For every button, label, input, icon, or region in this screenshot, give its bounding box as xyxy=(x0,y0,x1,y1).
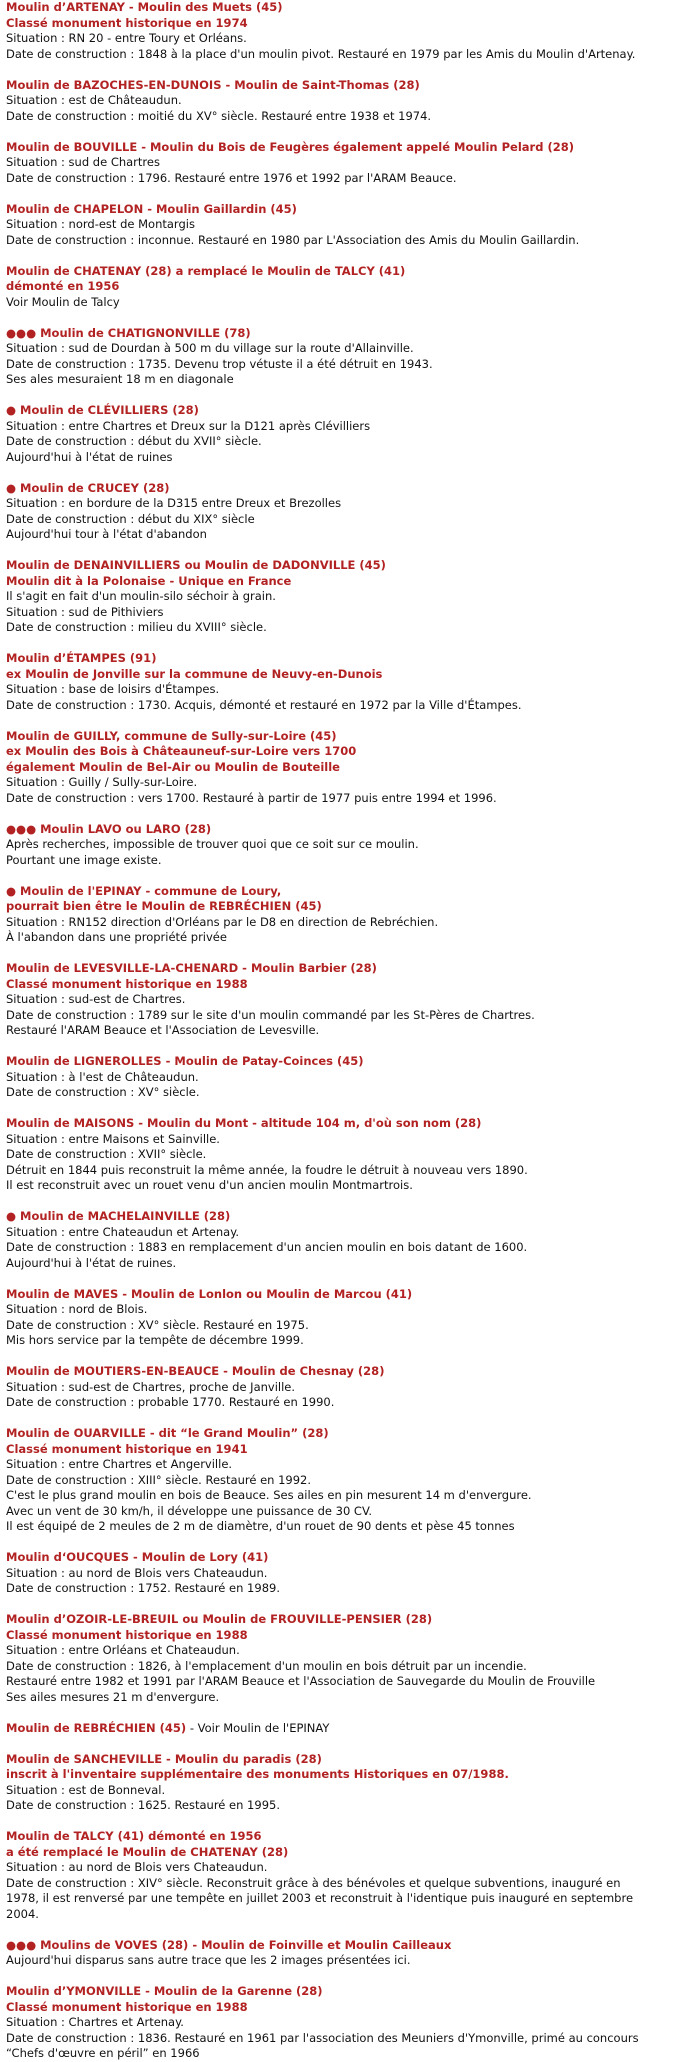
mill-info-line: Situation : entre Chartres et Dreux sur la D121 après Clévilliers xyxy=(6,418,371,433)
mill-info-line: Date de construction : 1789 sur le site d'un moulin commandé par les St-Pères de Chartres. xyxy=(6,1007,535,1022)
mill-title-text: Moulin de MOUTIERS-EN-BEAUCE - Moulin de Chesnay (28) xyxy=(6,1364,385,1378)
mill-entry xyxy=(6,558,677,636)
mill-title xyxy=(6,1209,677,1225)
mill-title-text: Moulin de CHAPELON - Moulin Gaillardin (45) xyxy=(6,201,297,216)
mill-info-line: Situation : base de loisirs d'Étampes. xyxy=(6,682,220,696)
mill-info-line: Date de construction : inconnue. Restauré en 1980 par L'Association des Amis du Moulin Gaillardin. xyxy=(6,232,580,247)
mill-title xyxy=(6,744,677,760)
mill-info-line: Date de construction : XV° siècle. Restauré en 1975. xyxy=(6,1317,309,1332)
mill-info-line: Aujourd'hui à l'état de ruines xyxy=(6,449,173,464)
mill-entry xyxy=(6,1550,677,1597)
mill-info-line: Avec un vent de 30 km/h, il développe une puissance de 30 CV. xyxy=(6,1503,372,1518)
mill-info-line: Situation : est de Bonneval. xyxy=(6,1782,166,1797)
mill-title-text: Classé monument historique en 1941 xyxy=(6,1441,248,1456)
mill-info-line: 1978, il est renversé par une tempête en juillet 2003 et reconstruit à l'identique puis inauguré en septembre xyxy=(6,1891,634,1905)
mill-info-line: Date de construction : début du XIX° siècle xyxy=(6,511,255,526)
mill-title xyxy=(6,899,677,915)
mill-title xyxy=(6,2000,677,2016)
mill-entry xyxy=(6,1209,677,1271)
mill-info-line: Situation : sud-est de Chartres, proche de Janville. xyxy=(6,1379,296,1394)
mill-info-line: Situation : est de Châteaudun. xyxy=(6,93,182,107)
mill-title xyxy=(6,481,677,497)
mill-title-text: également Moulin de Bel-Air ou Moulin de Bouteille xyxy=(6,759,340,774)
mill-entry xyxy=(6,0,677,62)
mill-entry xyxy=(6,140,677,187)
mill-info-line: Date de construction : 1883 en remplacement d'un ancien moulin en bois datant de 1600. xyxy=(6,1240,528,1254)
mill-info-line: Date de construction : XV° siècle. xyxy=(6,1085,200,1099)
mill-info-line: Il s'agit en fait d'un moulin-silo séchoir à grain. xyxy=(6,589,276,603)
mill-info-line: Date de construction : 1752. Restauré en 1989. xyxy=(6,1581,280,1595)
mill-title-text: Moulin de MAISONS - Moulin du Mont - altitude 104 m, d'où son nom (28) xyxy=(6,1116,482,1130)
mill-title xyxy=(6,326,677,342)
mill-entry xyxy=(6,403,677,465)
mill-info-line: Situation : Guilly / Sully-sur-Loire. xyxy=(6,775,198,789)
mill-title-text: Classé monument historique en 1988 xyxy=(6,1627,248,1642)
mill-entry xyxy=(6,481,677,543)
mill-title-text: inscrit à l'inventaire supplémentaire des monuments Historiques en 07/1988. xyxy=(6,1767,509,1781)
mill-title-text: pourrait bien être le Moulin de REBRÉCHIEN (45) xyxy=(6,899,322,913)
mill-title xyxy=(6,667,677,683)
mill-title xyxy=(6,1984,677,2000)
mill-title-text: Moulin de TALCY (41) démonté en 1956 xyxy=(6,1829,262,1843)
mill-info-line: Situation : RN152 direction d'Orléans par le D8 en direction de Rebréchien. xyxy=(6,914,439,929)
mill-title-text: Moulin de REBRÉCHIEN (45) xyxy=(6,1720,187,1735)
mill-title-text: Moulin de DENAINVILLIERS ou Moulin de DADONVILLE (45) xyxy=(6,558,386,572)
mill-info-line: Situation : entre Chateaudun et Artenay. xyxy=(6,1224,240,1239)
mill-info-line: Date de construction : XVII° siècle. xyxy=(6,1147,207,1161)
mill-title xyxy=(6,1767,677,1783)
mill-entry xyxy=(6,1721,677,1737)
mill-info-line: Situation : entre Maisons et Sainville. xyxy=(6,1131,220,1146)
mill-entry xyxy=(6,651,677,713)
mill-title-text: Moulin de GUILLY, commune de Sully-sur-Loire (45) xyxy=(6,728,337,743)
mill-title-text: ●●● Moulin LAVO ou LARO (28) xyxy=(6,821,212,836)
mill-info-line: Situation : au nord de Blois vers Chateaudun. xyxy=(6,1565,268,1580)
mill-info-line: Aujourd'hui disparus sans autre trace que les 2 images présentées ici. xyxy=(6,1953,411,1967)
mill-info-line: Ses ales mesuraient 18 m en diagonale xyxy=(6,372,234,386)
mill-entry xyxy=(6,1116,677,1194)
mill-title-text: ●●● Moulin de CHATIGNONVILLE (78) xyxy=(6,325,251,340)
mill-info-line: Date de construction : 1796. Restauré entre 1976 et 1992 par l'ARAM Beauce. xyxy=(6,170,457,185)
mill-title-text: Moulin de CHATENAY (28) a remplacé le Moulin de TALCY (41) xyxy=(6,263,406,278)
mill-see-also-text: - Voir Moulin de l'EPINAY xyxy=(186,1720,330,1735)
mill-info-line: Situation : à l'est de Châteaudun. xyxy=(6,1069,199,1084)
mill-info-line: Date de construction : 1730. Acquis, démonté et restauré en 1972 par la Ville d'Étampes. xyxy=(6,697,522,712)
mill-entry xyxy=(6,1984,677,2062)
mill-title-text: ● Moulin de l'EPINAY - commune de Loury, xyxy=(6,883,282,898)
mill-info-line: Situation : nord de Blois. xyxy=(6,1302,148,1316)
mill-info-line: Restauré l'ARAM Beauce et l'Association de Levesville. xyxy=(6,1023,320,1037)
mill-entry xyxy=(6,1426,677,1535)
mill-title xyxy=(6,140,677,156)
mill-title xyxy=(6,1938,677,1954)
mill-info-line: Il est équipé de 2 meules de 2 m de diamètre, d'un rouet de 90 dents et pèse 45 tonnes xyxy=(6,1519,515,1533)
mill-info-line: Aujourd'hui à l'état de ruines. xyxy=(6,1255,177,1270)
mill-entry xyxy=(6,78,677,125)
mill-title xyxy=(6,1442,677,1458)
mill-title-text: ● Moulin de MACHELAINVILLE (28) xyxy=(6,1209,231,1223)
mill-entry xyxy=(6,264,677,311)
mill-title-text: Moulin dit à la Polonaise - Unique en France xyxy=(6,573,292,588)
mill-title-text: ● Moulin de CRUCEY (28) xyxy=(6,480,170,495)
mill-title-text: Moulin de MAVES - Moulin de Lonlon ou Moulin de Marcou (41) xyxy=(6,1286,413,1301)
mill-title-text: Moulin d’OZOIR-LE-BREUIL ou Moulin de FROUVILLE-PENSIER (28) xyxy=(6,1612,433,1626)
mill-info-line: À l'abandon dans une propriété privée xyxy=(6,930,227,944)
mill-title xyxy=(6,1116,677,1132)
mill-title xyxy=(6,1612,677,1628)
mill-entry xyxy=(6,1287,677,1349)
mill-info-line: Date de construction : milieu du XVIII° siècle. xyxy=(6,620,267,634)
mill-info-line: Situation : RN 20 - entre Toury et Orléans. xyxy=(6,31,247,45)
mill-title-text: ● Moulin de CLÉVILLIERS (28) xyxy=(6,403,199,417)
mill-title-text: Moulin de BAZOCHES-EN-DUNOIS - Moulin de Saint-Thomas (28) xyxy=(6,77,420,92)
mill-info-line: Date de construction : début du XVII° siècle. xyxy=(6,434,262,448)
mill-title xyxy=(6,1054,677,1070)
mill-title xyxy=(6,1426,677,1442)
mill-info-line: Situation : sud de Pithiviers xyxy=(6,604,164,619)
mill-title-text: Moulin d’YMONVILLE - Moulin de la Garenne (28) xyxy=(6,1984,323,1998)
mill-info-line: C'est le plus grand moulin en bois de Beauce. Ses ailes en pin mesurent 14 m d'envergure. xyxy=(6,1488,532,1502)
mill-title-text: Moulin de BOUVILLE - Moulin du Bois de Feugères également appelé Moulin Pelard (28) xyxy=(6,139,574,154)
mill-info-line: Détruit en 1844 puis reconstruit la même année, la foudre le détruit à nouveau vers 1890. xyxy=(6,1162,528,1177)
mill-title xyxy=(6,202,677,218)
mill-info-line: Date de construction : XIV° siècle. Reconstruit grâce à des bénévoles et quelque subventions, inauguré en xyxy=(6,1875,621,1890)
mill-entry xyxy=(6,1612,677,1705)
mill-title-text: ex Moulin des Bois à Châteauneuf-sur-Loire vers 1700 xyxy=(6,744,357,758)
mill-title xyxy=(6,574,677,590)
mill-title xyxy=(6,0,677,16)
mill-info-line: Situation : entre Chartres et Angerville. xyxy=(6,1457,233,1471)
mill-title xyxy=(6,1752,677,1768)
mill-entry xyxy=(6,202,677,249)
mill-title-text: Classé monument historique en 1988 xyxy=(6,1999,248,2014)
mill-info-line: “Chefs d'œuvre en péril” en 1966 xyxy=(6,2046,200,2060)
mill-title-text: Moulin d’ÉTAMPES (91) xyxy=(6,651,157,665)
mill-entry xyxy=(6,1938,677,1969)
mill-title-text: ex Moulin de Jonville sur la commune de Neuvy-en-Dunois xyxy=(6,666,383,681)
mill-entry xyxy=(6,1829,677,1922)
mill-title-text: ●●● Moulins de VOVES (28) - Moulin de Foinville et Moulin Cailleaux xyxy=(6,1937,452,1952)
mill-title xyxy=(6,884,677,900)
mill-info-line: Il est reconstruit avec un rouet venu d'un ancien moulin Montmartrois. xyxy=(6,1178,413,1192)
mill-title xyxy=(6,279,677,295)
mill-title xyxy=(6,1364,677,1380)
mill-info-line: Date de construction : moitié du XV° siècle. Restauré entre 1938 et 1974. xyxy=(6,108,432,123)
mill-title xyxy=(6,1845,677,1861)
mill-entry xyxy=(6,1364,677,1411)
mill-title xyxy=(6,760,677,776)
mill-title-text: Moulin de LIGNEROLLES - Moulin de Patay-Coinces (45) xyxy=(6,1054,364,1068)
mill-title xyxy=(6,822,677,838)
mill-title-text: Moulin d’ARTENAY - Moulin des Muets (45) xyxy=(6,0,283,14)
mill-entry xyxy=(6,822,677,869)
mill-info-line: Situation : au nord de Blois vers Chateaudun. xyxy=(6,1860,268,1874)
mill-info-line: Restauré entre 1982 et 1991 par l'ARAM Beauce et l'Association de Sauvegarde du Moulin de Frouville xyxy=(6,1674,596,1688)
mill-entry xyxy=(6,1752,677,1814)
mill-title xyxy=(6,651,677,667)
mill-info-line: Mis hors service par la tempête de décembre 1999. xyxy=(6,1333,304,1347)
mill-title xyxy=(6,1721,677,1737)
mill-info-line: Situation : sud de Chartres xyxy=(6,155,160,169)
mill-info-line: Date de construction : vers 1700. Restauré à partir de 1977 puis entre 1994 et 1996. xyxy=(6,790,497,805)
mill-title-text: Classé monument historique en 1988 xyxy=(6,976,248,991)
mill-info-line: Date de construction : 1848 à la place d'un moulin pivot. Restauré en 1979 par les Amis du Moulin d'Artenay. xyxy=(6,46,636,61)
mill-title-text: démonté en 1956 xyxy=(6,279,120,293)
mill-info-line: Pourtant une image existe. xyxy=(6,852,162,867)
mill-title xyxy=(6,961,677,977)
mill-title xyxy=(6,977,677,993)
mill-info-line: Date de construction : XIII° siècle. Restauré en 1992. xyxy=(6,1472,312,1487)
mill-info-line: Aujourd'hui tour à l'état d'abandon xyxy=(6,527,207,541)
mill-entry xyxy=(6,1054,677,1101)
mill-info-line: Situation : sud de Dourdan à 500 m du village sur la route d'Allainville. xyxy=(6,341,414,355)
mill-info-line: 2004. xyxy=(6,1906,39,1921)
mill-title xyxy=(6,729,677,745)
mill-entry xyxy=(6,729,677,807)
mill-title xyxy=(6,16,677,32)
mill-title xyxy=(6,403,677,419)
mill-info-line: Date de construction : 1735. Devenu trop vétuste il a été détruit en 1943. xyxy=(6,356,433,371)
mill-title xyxy=(6,78,677,94)
mill-title xyxy=(6,1628,677,1644)
mill-title-text: Classé monument historique en 1974 xyxy=(6,15,248,30)
mill-info-line: Date de construction : 1836. Restauré en 1961 par l'association des Meuniers d'Ymonville, primé au concours xyxy=(6,2030,639,2045)
mill-info-line: Situation : entre Orléans et Chateaudun. xyxy=(6,1643,240,1657)
mill-title xyxy=(6,558,677,574)
mill-title-text: Moulin de LEVESVILLE-LA-CHENARD - Moulin Barbier (28) xyxy=(6,961,377,975)
mill-entry xyxy=(6,961,677,1039)
mill-info-line: Après recherches, impossible de trouver quoi que ce soit sur ce moulin. xyxy=(6,837,419,851)
mill-title-text: Moulin de OUARVILLE - dit “le Grand Moulin” (28) xyxy=(6,1426,329,1440)
mill-info-line: Voir Moulin de Talcy xyxy=(6,294,120,309)
mill-entry xyxy=(6,884,677,946)
mill-entry xyxy=(6,326,677,388)
mill-title-text: Moulin d‘OUCQUES - Moulin de Lory (41) xyxy=(6,1550,269,1564)
mill-info-line: Date de construction : probable 1770. Restauré en 1990. xyxy=(6,1395,335,1409)
mill-info-line: Situation : sud-est de Chartres. xyxy=(6,992,186,1006)
mill-info-line: Date de construction : 1826, à l'emplacement d'un moulin en bois détruit par un incendie. xyxy=(6,1658,527,1673)
mill-title-text: a été remplacé le Moulin de CHATENAY (28) xyxy=(6,1844,289,1859)
mill-title-text: Moulin de SANCHEVILLE - Moulin du paradis (28) xyxy=(6,1751,322,1766)
mill-info-line: Ses ailes mesures 21 m d'envergure. xyxy=(6,1689,220,1704)
mill-info-line: Situation : nord-est de Montargis xyxy=(6,217,195,231)
mill-title xyxy=(6,1829,677,1845)
mill-title xyxy=(6,264,677,280)
mill-info-line: Date de construction : 1625. Restauré en 1995. xyxy=(6,1798,280,1812)
mill-title xyxy=(6,1287,677,1303)
mill-info-line: Situation : Chartres et Artenay. xyxy=(6,2015,184,2029)
mill-info-line: Situation : en bordure de la D315 entre Dreux et Brezolles xyxy=(6,496,342,510)
mill-title xyxy=(6,1550,677,1566)
